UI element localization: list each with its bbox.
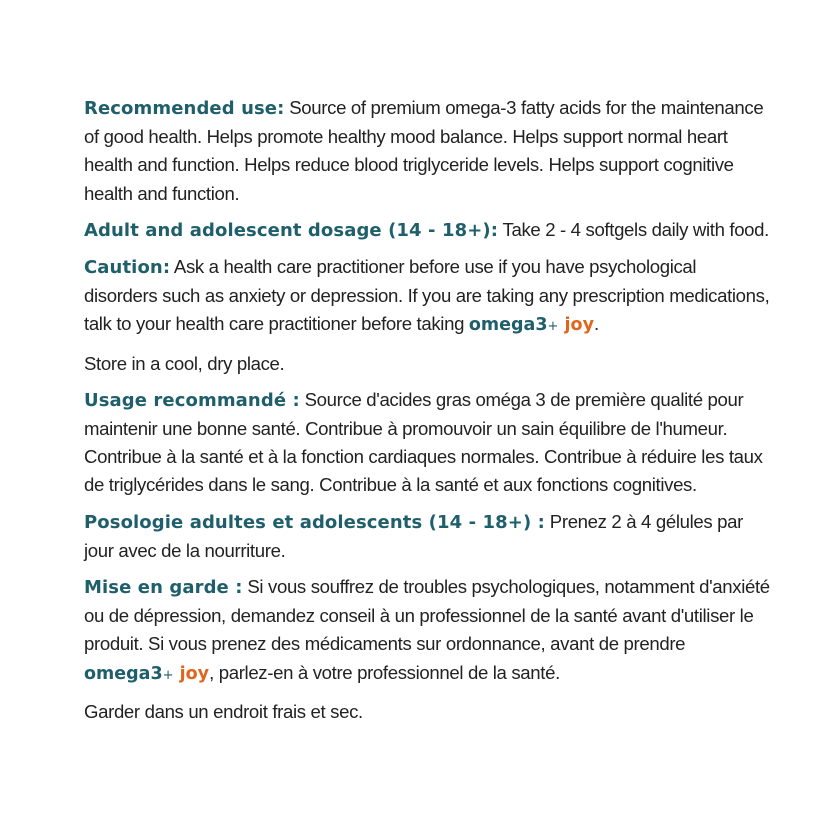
en-caution [84,253,774,342]
fr-caution-heading: Mise en garde : [84,577,243,599]
en-recommended-use-heading: Recommended use: [84,98,285,119]
product-label-text [84,94,774,734]
fr-dosage-heading: Posologie adultes et adolescents (14 - 18+) : [84,511,545,533]
brand-name [469,315,594,335]
fr-storage: Garder dans un endroit frais et sec. [84,700,363,722]
brand-name-joy: joy [179,663,210,684]
en-caution-heading: Caution: [84,257,171,279]
brand-name-plus: + [162,667,174,683]
fr-recommended-use-text: Source d'acides gras oméga 3 de première qualité pour maintenir une bonne santé. Contribue à promouvoir un sain équilibre de l'humeur. Contribue à la santé et à la fonction cardiaques normales. Contribue à réduire les taux de triglycérides dans le sang. Contribue à la santé et aux fonctions cognitives. [84,388,763,496]
fr-caution-text: Si vous souffrez de troubles psychologiques, notamment d'anxiété ou de dépression, demandez conseil à un professionnel de la santé avant d'utiliser le produit. Si vous prenez des médicaments sur ordonnance, avant de prendre [84,576,770,655]
brand-name-joy: joy [564,315,594,336]
en-caution-text: Ask a health care practitioner before use if you have psychological disorders such as anxiety or depression. If you are taking any prescription medications, talk to your health care practitioner before taking [84,256,770,335]
en-recommended-use [84,94,774,208]
en-caution-text-end: . [593,313,599,335]
fr-recommended-use-heading: Usage recommandé : [84,389,300,411]
fr-dosage-text: Prenez 2 à 4 gélules par jour avec de la nourriture. [84,510,743,561]
fr-caution-text-end: , parlez-en à votre professionnel de la santé. [209,661,560,683]
brand-name-omega: omega3 [468,315,548,336]
en-storage: Store in a cool, dry place. [84,352,285,374]
fr-recommended-use [84,386,774,500]
brand-name-plus: + [547,319,559,335]
en-dosage [84,216,774,245]
en-dosage-text: Take 2 - 4 softgels daily with food. [502,218,769,240]
brand-name-fr [84,664,209,684]
fr-caution [84,573,774,690]
brand-name-omega: omega3 [84,663,163,684]
en-dosage-heading: Adult and adolescent dosage (14 - 18+): [84,219,499,241]
en-recommended-use-text: Source of premium omega-3 fatty acids for the maintenance of good health. Helps promote healthy mood balance. Helps support normal heart health and function. Helps reduce blood triglyceride levels. Helps support cognitive health and function. [84,97,764,204]
fr-dosage [84,508,774,565]
